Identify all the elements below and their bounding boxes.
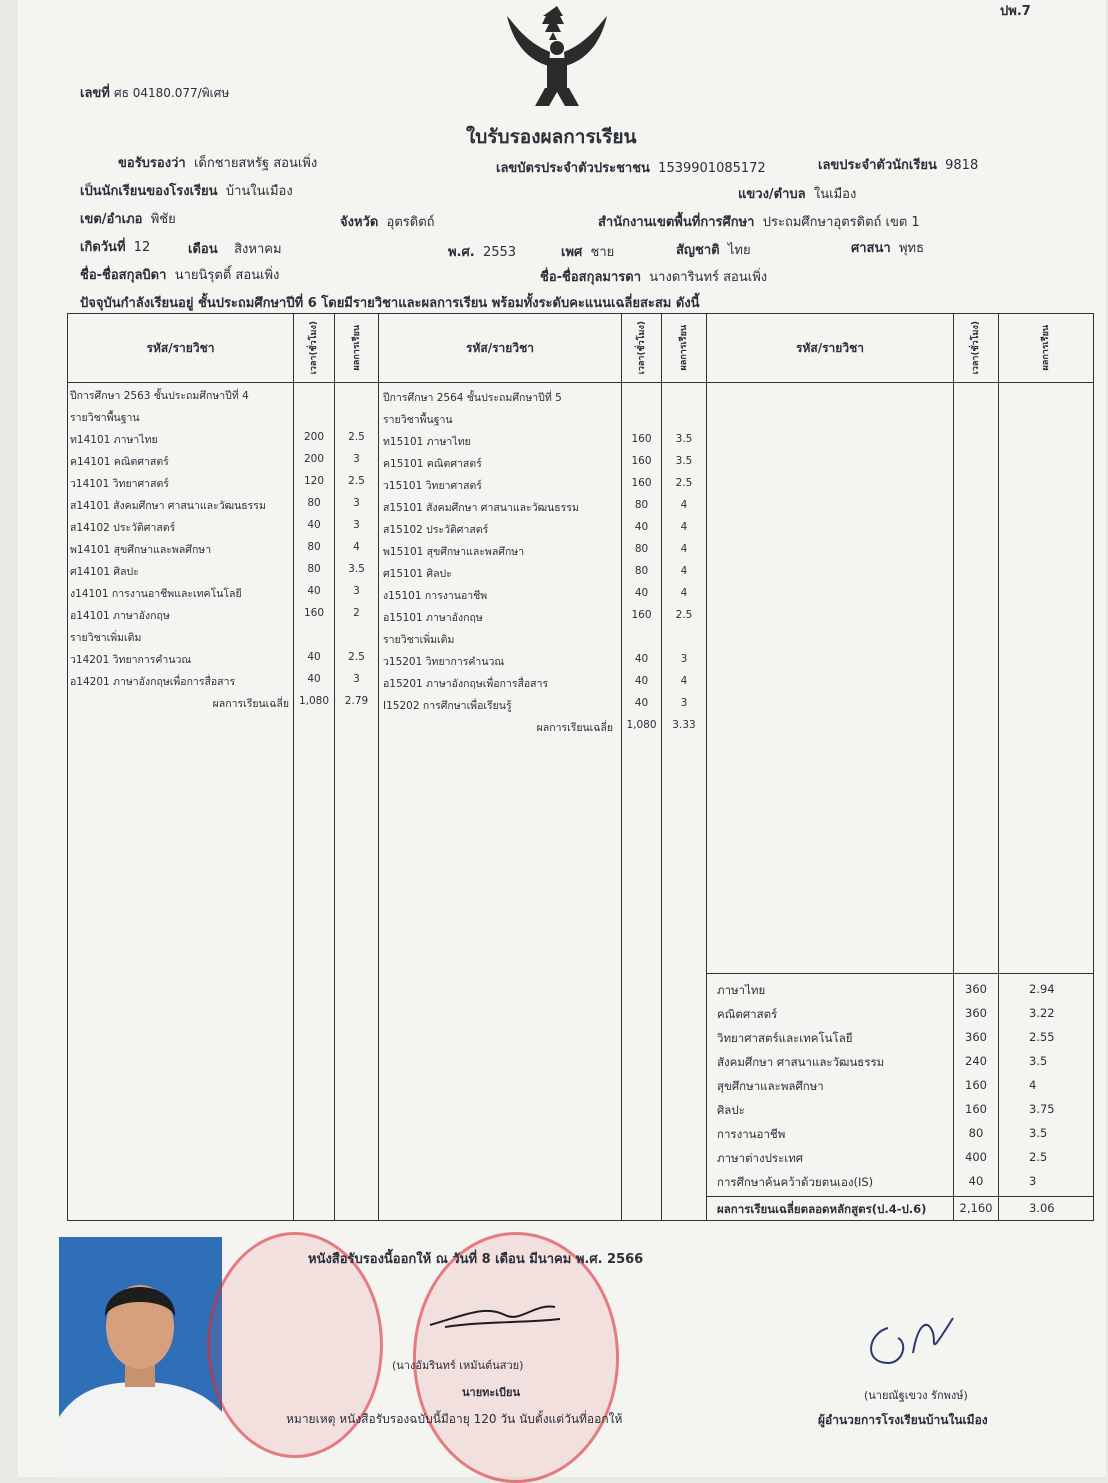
grade-cell: 3 <box>353 453 360 465</box>
nationality-line: สัญชาติ ไทย <box>676 243 751 258</box>
col-header-grade: ผลการเรียน <box>999 314 1094 383</box>
summary-grade-column <box>999 383 1094 1221</box>
hours-cell: 200 <box>303 453 325 465</box>
avg-grade-cell: 2.79 <box>344 695 369 707</box>
garuda-emblem <box>505 2 609 110</box>
table-row: คณิตศาสตร์ <box>717 1007 778 1021</box>
grade-cell: 3.75 <box>1029 1102 1055 1116</box>
table-row: วิทยาศาสตร์และเทคโนโลยี <box>717 1031 853 1045</box>
hours-cell: 40 <box>634 697 649 709</box>
summary-hours-column <box>954 383 999 1221</box>
mother-line: ชื่อ-ชื่อสกุลมารดา นางดารินทร์ สอนเพิ่ง <box>540 270 768 285</box>
grade-cell: 4 <box>1029 1078 1037 1092</box>
table-row: อ14201 ภาษาอังกฤษเพื่อการสื่อสาร <box>70 676 236 688</box>
school-line: เป็นนักเรียนของโรงเรียน บ้านในเมือง <box>80 184 293 199</box>
year2-basic-label: รายวิชาพื้นฐาน <box>383 414 453 426</box>
col-header-subject: รหัส/รายวิชา <box>379 314 622 383</box>
table-row: อ14101 ภาษาอังกฤษ <box>70 610 170 622</box>
hours-cell: 80 <box>307 497 321 509</box>
table-row: ท14101 ภาษาไทย <box>70 434 158 446</box>
hours-cell: 80 <box>307 563 321 575</box>
grade-cell: 3 <box>353 519 360 531</box>
hours-cell: 160 <box>631 455 652 467</box>
grade-cell: 4 <box>680 499 688 511</box>
registrar-title: นายทะเบียน <box>462 1386 521 1399</box>
province-line: จังหวัด อุตรดิตถ์ <box>340 215 435 230</box>
birth-year-line: พ.ศ. 2553 <box>448 245 517 260</box>
hours-cell: 40 <box>968 1174 984 1188</box>
grade-cell: 2.5 <box>675 477 693 489</box>
table-row: ว15201 วิทยาการคำนวณ <box>383 656 505 668</box>
table-row: ส15101 สังคมศึกษา ศาสนาและวัฒนธรรม <box>383 502 579 514</box>
hours-cell: 200 <box>303 431 325 443</box>
grade-cell: 3.5 <box>1029 1126 1048 1140</box>
summary-hours-box <box>954 973 998 1220</box>
grade-cell: 4 <box>353 541 360 553</box>
birth-month-line: เดือน สิงหาคม <box>188 242 282 257</box>
table-row: พ14101 สุขศึกษาและพลศึกษา <box>70 544 212 556</box>
hours-cell: 40 <box>307 651 321 663</box>
hours-cell: 240 <box>965 1054 987 1068</box>
grade-cell: 2.5 <box>675 609 693 621</box>
hours-cell: 80 <box>634 565 649 577</box>
grade-cell: 4 <box>680 587 688 599</box>
hours-cell: 40 <box>634 675 649 687</box>
avg-grade-cell: 3.33 <box>672 719 696 731</box>
district-line: เขต/อำเภอ พิชัย <box>80 212 176 227</box>
year1-avg-label: ผลการเรียนเฉลี่ย <box>212 698 289 710</box>
registrar-signature <box>425 1295 565 1335</box>
table-row: อ15201 ภาษาอังกฤษเพื่อการสื่อสาร <box>383 678 549 690</box>
year1-hours-column <box>294 383 335 1221</box>
grade-cell: 3.5 <box>1029 1054 1048 1068</box>
summary-subject-column <box>707 383 954 1221</box>
grade-cell: 3 <box>353 673 360 685</box>
director-title: ผู้อำนวยการโรงเรียนบ้านในเมือง <box>818 1413 988 1427</box>
year1-subject-column <box>68 383 294 1221</box>
table-row: ว14201 วิทยาการคำนวณ <box>70 654 192 666</box>
table-row: สุขศึกษาและพลศึกษา <box>717 1079 824 1093</box>
year2-avg-label: ผลการเรียนเฉลี่ย <box>536 722 613 734</box>
table-row: ง15101 การงานอาชีพ <box>383 590 488 602</box>
table-row: ศ14101 ศิลปะ <box>70 566 139 578</box>
intro-line: ปัจจุบันกำลังเรียนอยู่ ชั้นประถมศึกษาปีที่ 6 โดยมีรายวิชาและผลการเรียน พร้อมทั้งระดับคะแนนเฉลี่ยสะสม ดังนี้ <box>80 296 700 311</box>
table-row: ส14101 สังคมศึกษา ศาสนาและวัฒนธรรม <box>70 500 266 512</box>
hours-cell: 40 <box>634 653 649 665</box>
hours-cell: 160 <box>965 1102 987 1116</box>
grade-cell: 2.5 <box>1029 1150 1048 1164</box>
table-row: ส14102 ประวัติศาสตร์ <box>70 522 176 534</box>
col-header-subject: รหัส/รายวิชา <box>68 314 294 383</box>
grade-cell: 4 <box>680 521 688 533</box>
doc-number: เลขที่ ศธ 04180.077/พิเศษ <box>80 86 230 101</box>
hours-cell: 40 <box>307 585 321 597</box>
col-header-hours: เวลา(ชั่วโมง) <box>294 314 335 383</box>
hours-cell: 40 <box>307 673 321 685</box>
year1-heading: ปีการศึกษา 2563 ชั้นประถมศึกษาปีที่ 4 <box>70 390 249 402</box>
grade-cell: 3 <box>680 653 688 665</box>
hours-cell: 400 <box>965 1150 987 1164</box>
id-card-line: เลขบัตรประจำตัวประชาชน 1539901085172 <box>496 161 766 176</box>
registrar-name: (นางอัมรินทร์ เหมันต์นสวย) <box>392 1359 524 1372</box>
col-header-grade: ผลการเรียน <box>662 314 707 383</box>
table-row: ว15101 วิทยาศาสตร์ <box>383 480 482 492</box>
grade-cell: 3 <box>353 585 360 597</box>
hours-cell: 120 <box>303 475 325 487</box>
hours-cell: 360 <box>965 1006 987 1020</box>
table-row: ศิลปะ <box>717 1103 745 1117</box>
birth-day-line: เกิดวันที่ 12 <box>80 240 151 255</box>
summary-grade-box <box>999 973 1093 1220</box>
hours-cell: 160 <box>303 607 325 619</box>
table-row: ศ15101 ศิลปะ <box>383 568 452 580</box>
hours-cell: 80 <box>968 1126 984 1140</box>
page-title: ใบรับรองผลการเรียน <box>466 126 637 148</box>
sex-line: เพศ ชาย <box>561 245 615 260</box>
grade-cell: 4 <box>680 543 688 555</box>
year2-heading: ปีการศึกษา 2564 ชั้นประถมศึกษาปีที่ 5 <box>383 392 562 404</box>
hours-cell: 80 <box>634 499 649 511</box>
table-row: การงานอาชีพ <box>717 1127 786 1141</box>
hours-cell: 40 <box>307 519 321 531</box>
grade-cell: 3 <box>1029 1174 1037 1188</box>
subdistrict-line: แขวง/ตำบล ในเมือง <box>738 187 857 202</box>
table-row: การศึกษาค้นคว้าด้วยตนเอง(IS) <box>717 1175 874 1189</box>
table-row: พ15101 สุขศึกษาและพลศึกษา <box>383 546 525 558</box>
grade-cell: 2.94 <box>1029 982 1055 996</box>
hours-cell: 40 <box>634 521 649 533</box>
grade-cell: 4 <box>680 675 688 687</box>
table-row: ว14101 วิทยาศาสตร์ <box>70 478 169 490</box>
hours-cell: 80 <box>634 543 649 555</box>
grade-cell: 2.5 <box>348 475 365 487</box>
table-row: ท15101 ภาษาไทย <box>383 436 471 448</box>
table-row: ภาษาต่างประเทศ <box>717 1151 804 1165</box>
year2-hours-column <box>622 383 662 1221</box>
grade-cell: 2.5 <box>348 431 365 443</box>
student-id-line: เลขประจำตัวนักเรียน 9818 <box>818 158 979 173</box>
hours-cell: 160 <box>631 477 652 489</box>
hours-cell: 40 <box>634 587 649 599</box>
year2-extra-label: รายวิชาเพิ่มเติม <box>383 634 455 646</box>
col-header-subject: รหัส/รายวิชา <box>707 314 954 383</box>
hours-cell: 80 <box>307 541 321 553</box>
col-header-hours: เวลา(ชั่วโมง) <box>954 314 999 383</box>
overall-avg-label: ผลการเรียนเฉลี่ยตลอดหลักสูตร(ป.4-ป.6) <box>717 1202 927 1216</box>
validity-note: หมายเหตุ หนังสือรับรองฉบับนี้มีอายุ 120 วัน นับตั้งแต่วันที่ออกให้ <box>286 1412 623 1426</box>
grade-cell: 3.5 <box>348 563 365 575</box>
hours-cell: 360 <box>965 1030 987 1044</box>
hours-cell: 160 <box>965 1078 987 1092</box>
grade-cell: 2.5 <box>348 651 365 663</box>
overall-hours-cell: 2,160 <box>959 1201 993 1215</box>
year1-extra-label: รายวิชาเพิ่มเติม <box>70 632 142 644</box>
table-row: I15202 การศึกษาเพื่อเรียนรู้ <box>383 700 512 712</box>
year1-grade-column <box>335 383 379 1221</box>
hours-cell: 160 <box>631 433 652 445</box>
year1-basic-label: รายวิชาพื้นฐาน <box>70 412 140 424</box>
table-row: ค14101 คณิตศาสตร์ <box>70 456 169 468</box>
col-header-hours: เวลา(ชั่วโมง) <box>622 314 662 383</box>
overall-avg-cell: 3.06 <box>1029 1201 1055 1215</box>
area-office-line: สำนักงานเขตพื้นที่การศึกษา ประถมศึกษาอุตรดิตถ์ เขต 1 <box>598 215 920 230</box>
total-hours-cell: 1,080 <box>298 695 330 707</box>
grade-cell: 2 <box>353 607 360 619</box>
grade-cell: 3.5 <box>675 455 693 467</box>
total-hours-cell: 1,080 <box>626 719 657 731</box>
table-row: สังคมศึกษา ศาสนาและวัฒนธรรม <box>717 1055 885 1069</box>
form-code: ปพ.7 <box>1000 4 1031 19</box>
table-row: อ15101 ภาษาอังกฤษ <box>383 612 483 624</box>
table-row: ส15102 ประวัติศาสตร์ <box>383 524 489 536</box>
year2-subject-column <box>379 383 622 1221</box>
issue-date: หนังสือรับรองนี้ออกให้ ณ วันที่ 8 เดือน มีนาคม พ.ศ. 2566 <box>308 1252 644 1267</box>
director-name: (นายณัฐเขวง รักพงษ์) <box>864 1389 968 1402</box>
grade-cell: 4 <box>680 565 688 577</box>
summary-box <box>707 973 953 1220</box>
hours-cell: 360 <box>965 982 987 996</box>
grades-table <box>67 313 1094 1221</box>
student-name-line: ขอรับรองว่า เด็กชายสหรัฐ สอนเพิ่ง <box>118 156 318 171</box>
religion-line: ศาสนา พุทธ <box>851 241 925 256</box>
table-row: ง14101 การงานอาชีพและเทคโนโลยี <box>70 588 242 600</box>
year2-grade-column <box>662 383 707 1221</box>
director-signature <box>858 1313 968 1373</box>
grade-cell: 3.22 <box>1029 1006 1055 1020</box>
student-photo <box>59 1237 222 1477</box>
grade-cell: 3 <box>680 697 688 709</box>
col-header-grade: ผลการเรียน <box>335 314 379 383</box>
table-row: ค15101 คณิตศาสตร์ <box>383 458 482 470</box>
father-line: ชื่อ-ชื่อสกุลบิดา นายนิรุตติ์ สอนเพิ่ง <box>80 268 280 283</box>
grade-cell: 3.5 <box>675 433 693 445</box>
grade-cell: 3 <box>353 497 360 509</box>
hours-cell: 160 <box>631 609 652 621</box>
table-row: ภาษาไทย <box>717 983 766 997</box>
grade-cell: 2.55 <box>1029 1030 1055 1044</box>
